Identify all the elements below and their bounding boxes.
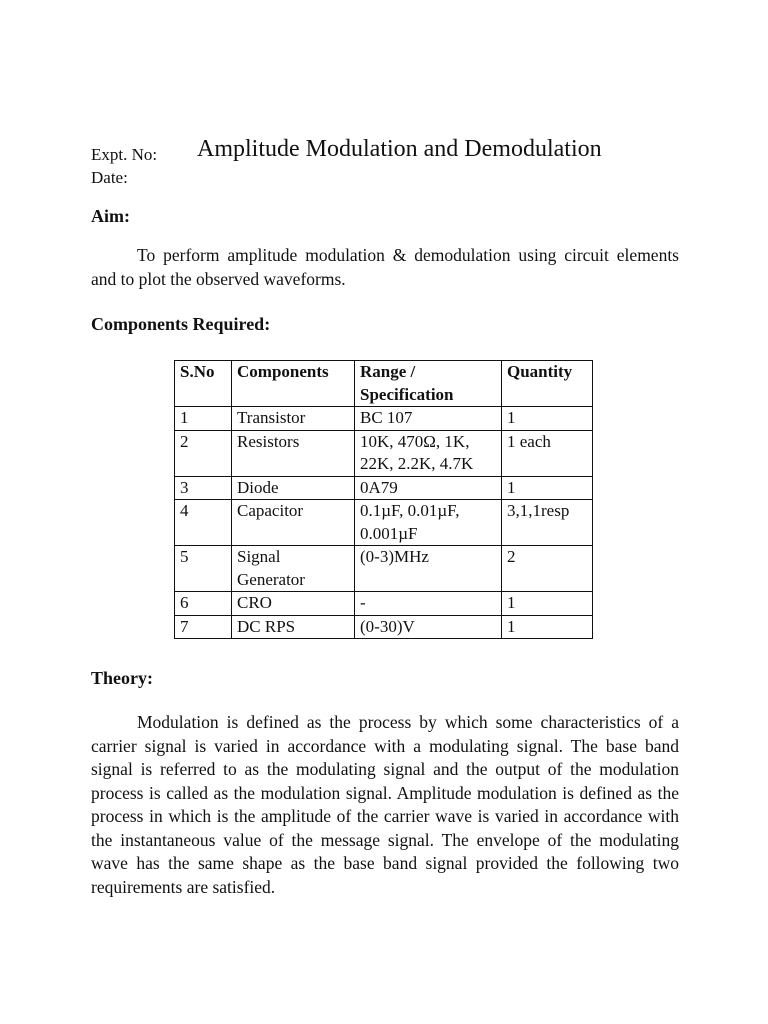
column-header-components: Components	[232, 361, 355, 407]
cell-range: (0-3)MHz	[355, 546, 502, 592]
cell-quantity: 1	[502, 592, 593, 616]
cell-range: 0.1µF, 0.01µF, 0.001µF	[355, 500, 502, 546]
expt-no-label: Expt. No:	[91, 145, 158, 164]
table-header-row	[175, 361, 593, 407]
cell-sno: 2	[175, 430, 232, 476]
table-row	[175, 430, 593, 476]
cell-sno: 3	[175, 476, 232, 500]
experiment-header	[91, 136, 691, 170]
cell-range: 0A79	[355, 476, 502, 500]
cell-component: Resistors	[232, 430, 355, 476]
table-row	[175, 500, 593, 546]
table-row	[175, 407, 593, 431]
cell-component: DC RPS	[232, 615, 355, 639]
cell-component: Diode	[232, 476, 355, 500]
cell-component: Capacitor	[232, 500, 355, 546]
cell-component: Signal Generator	[232, 546, 355, 592]
cell-quantity: 3,1,1resp	[502, 500, 593, 546]
theory-paragraph	[91, 711, 679, 899]
table-row	[175, 476, 593, 500]
page-title: Amplitude Modulation and Demodulation	[197, 136, 602, 162]
table-row	[175, 546, 593, 592]
cell-quantity: 1	[502, 407, 593, 431]
column-header-sno: S.No	[175, 361, 232, 407]
components-heading: Components Required:	[91, 314, 271, 334]
cell-range: -	[355, 592, 502, 616]
column-header-quantity: Quantity	[502, 361, 593, 407]
cell-sno: 1	[175, 407, 232, 431]
column-header-range: Range / Specification	[355, 361, 502, 407]
date-label: Date:	[91, 168, 128, 187]
cell-sno: 7	[175, 615, 232, 639]
cell-range: BC 107	[355, 407, 502, 431]
cell-sno: 6	[175, 592, 232, 616]
table-row	[175, 615, 593, 639]
aim-paragraph	[91, 244, 679, 291]
theory-text: Modulation is defined as the process by which some characteristics of a carrier signal is varied in accordance with a modulating signal. The base band signal is referred to as the modulating signal and the output of the modulation process is called as the modulation signal. Amplitude modulation is defined as the process in which is the amplitude of the carrier wave is varied in accordance with the instantaneous value of the message signal. The envelope of the modulating wave has the same shape as the base band signal provided the following two requirements are satisfied.	[91, 712, 679, 897]
cell-sno: 4	[175, 500, 232, 546]
table-row	[175, 592, 593, 616]
cell-component: Transistor	[232, 407, 355, 431]
components-table	[174, 360, 593, 639]
cell-sno: 5	[175, 546, 232, 592]
theory-heading: Theory:	[91, 668, 153, 688]
cell-component: CRO	[232, 592, 355, 616]
aim-heading: Aim:	[91, 206, 130, 226]
cell-quantity: 1	[502, 615, 593, 639]
cell-quantity: 2	[502, 546, 593, 592]
cell-quantity: 1	[502, 476, 593, 500]
cell-range: (0-30)V	[355, 615, 502, 639]
aim-text: To perform amplitude modulation & demodulation using circuit elements and to plot the observed waveforms.	[91, 245, 679, 289]
cell-range: 10K, 470Ω, 1K, 22K, 2.2K, 4.7K	[355, 430, 502, 476]
cell-quantity: 1 each	[502, 430, 593, 476]
